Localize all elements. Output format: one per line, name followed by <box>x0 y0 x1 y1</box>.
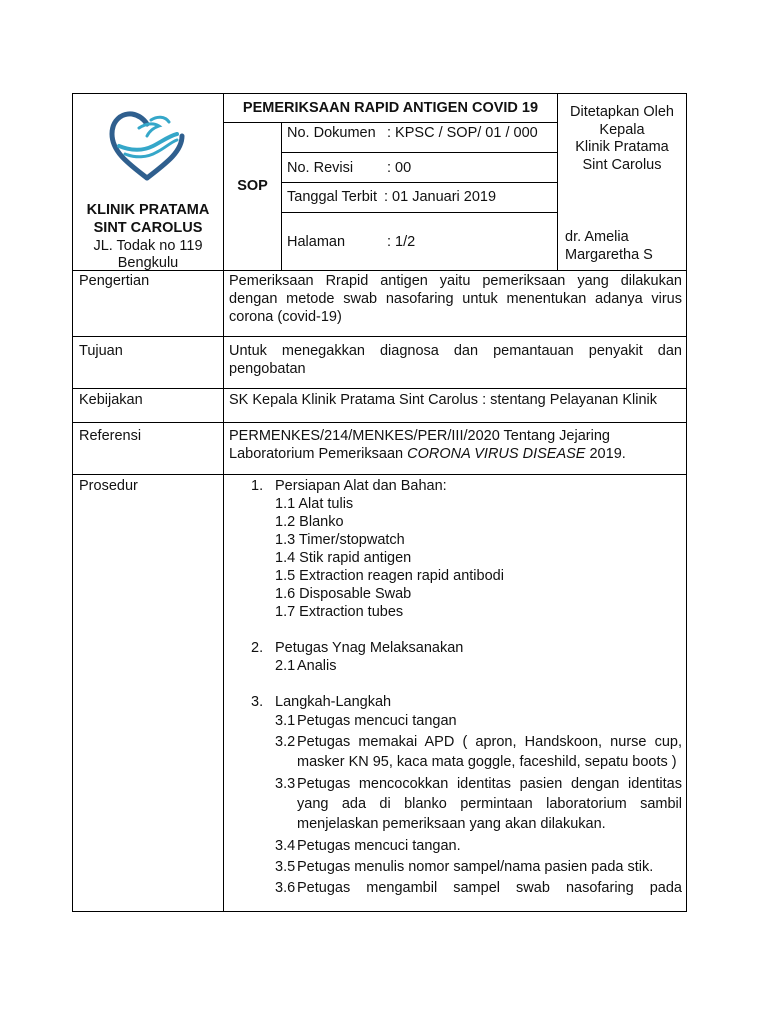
list-item: 1.3 Timer/stopwatch <box>275 532 405 548</box>
table-border-top <box>72 93 687 94</box>
step-number: 3.3 <box>275 776 296 792</box>
step-number: 3.2 <box>275 734 296 750</box>
clinic-name-line-1: KLINIK PRATAMA <box>86 202 210 218</box>
list-item <box>229 657 682 675</box>
clinic-address-line-2: Bengkulu <box>117 255 179 271</box>
revision-value: : 00 <box>387 160 412 176</box>
signer-line-2: Margaretha S <box>565 247 653 263</box>
prosedur-content <box>229 477 682 898</box>
step-item <box>229 712 682 730</box>
section-label-referensi: Referensi <box>79 428 142 444</box>
list-item: 1.2 Blanko <box>275 514 344 530</box>
step-number: 3.5 <box>275 859 296 875</box>
section-label-pengertian: Pengertian <box>79 273 150 289</box>
prosedur-item-1 <box>229 477 682 495</box>
prosedur-item-3 <box>229 693 682 711</box>
section-label-tujuan: Tujuan <box>79 343 123 359</box>
step-number: 3.6 <box>275 880 296 896</box>
clinic-name-line-2: SINT CAROLUS <box>93 220 203 236</box>
approval-line-1: Ditetapkan Oleh <box>570 104 674 120</box>
step-text: Petugas mencuci tangan <box>297 713 457 729</box>
issue-date-value: : 01 Januari 2019 <box>384 189 497 205</box>
approval-line-4: Sint Carolus <box>582 157 662 173</box>
list-item: 1.7 Extraction tubes <box>275 604 404 620</box>
step-number: 3.1 <box>275 713 296 729</box>
section-label-prosedur: Prosedur <box>79 478 138 494</box>
row-line-pengertian <box>72 336 687 337</box>
approval-line-3: Klinik Pratama <box>575 139 669 155</box>
revision-label: No. Revisi <box>287 160 354 176</box>
step-number: 3.4 <box>275 838 296 854</box>
list-text: Analis <box>297 658 337 674</box>
header-row-line-3 <box>281 212 558 213</box>
referensi-text-main: PERMENKES/214/MENKES/PER/III/2020 Tentang Jejaring Laboratorium Pemeriksaan <box>229 428 610 462</box>
row-line-kebijakan <box>72 422 687 423</box>
row-line-tujuan <box>72 388 687 389</box>
sop-label: SOP <box>237 178 268 194</box>
list-item: 1.4 Stik rapid antigen <box>275 550 412 566</box>
list-title: Persiapan Alat dan Bahan: <box>275 478 447 494</box>
list-item: 1.5 Extraction reagen rapid antibodi <box>275 568 504 584</box>
list-number: 2. <box>251 640 264 656</box>
doc-number-label: No. Dokumen <box>287 125 376 141</box>
header-row-line-2 <box>281 182 558 183</box>
section-label-kebijakan: Kebijakan <box>79 392 143 408</box>
list-item: 1.1 Alat tulis <box>275 496 354 512</box>
document-title: PEMERIKSAAN RAPID ANTIGEN COVID 19 <box>242 100 539 116</box>
clinic-address-line-1: JL. Todak no 119 <box>93 238 203 254</box>
row-line-referensi <box>72 474 687 475</box>
approval-line-2: Kepala <box>599 122 645 138</box>
step-text: Petugas memakai APD ( apron, Handskoon, nurse cup, masker KN 95, kaca mata goggle, faceshild, sepatu boots ) <box>297 734 682 770</box>
step-text: Petugas menulis nomor sampel/nama pasien pada stik. <box>297 859 654 875</box>
signer-line-1: dr. Amelia <box>565 229 629 245</box>
referensi-text <box>229 427 682 463</box>
pengertian-text: Pemeriksaan Rrapid antigen yaitu pemeriksaan yang dilakukan dengan metode swab nasofaring untuk menentukan adanya virus corona (covid-19) <box>229 273 682 325</box>
list-number: 2.1 <box>275 658 296 674</box>
table-border-bottom <box>72 911 687 912</box>
col-divider-main <box>223 93 224 912</box>
kebijakan-text: SK Kepala Klinik Pratama Sint Carolus : stentang Pelayanan Klinik <box>229 392 657 408</box>
list-title: Petugas Ynag Melaksanakan <box>275 640 464 656</box>
list-title: Langkah-Langkah <box>275 694 392 710</box>
step-text: Petugas mencocokkan identitas pasien dengan identitas yang ada di blanko permintaan laboratorium sambil menjelaskan pemeriksaan yang akan dilakukan. <box>297 776 682 832</box>
header-title-bottom <box>223 122 558 123</box>
list-number: 3. <box>251 694 264 710</box>
header-row-line-1 <box>281 152 558 153</box>
issue-date-label: Tanggal Terbit <box>287 189 378 205</box>
prosedur-item-2 <box>229 639 682 657</box>
clinic-logo <box>107 106 187 182</box>
page-value: : 1/2 <box>387 234 416 250</box>
table-border-right <box>686 93 687 912</box>
doc-number-value: : KPSC / SOP/ 01 / 000 <box>387 125 538 141</box>
page-label: Halaman <box>287 234 346 250</box>
referensi-text-end: 2019. <box>585 446 626 462</box>
referensi-text-italic: CORONA VIRUS DISEASE <box>407 446 586 462</box>
step-text: Petugas mencuci tangan. <box>297 838 461 854</box>
step-item <box>229 774 682 834</box>
tujuan-text: Untuk menegakkan diagnosa dan pemantauan penyakit dan pengobatan <box>229 343 682 377</box>
step-text: Petugas mengambil sampel swab nasofaring pada <box>297 880 682 896</box>
step-item <box>229 878 682 898</box>
step-item <box>229 857 682 877</box>
list-number: 1. <box>251 478 264 494</box>
col-divider-sop <box>281 122 282 270</box>
step-item <box>229 732 682 772</box>
step-item <box>229 836 682 856</box>
list-item: 1.6 Disposable Swab <box>275 586 412 602</box>
